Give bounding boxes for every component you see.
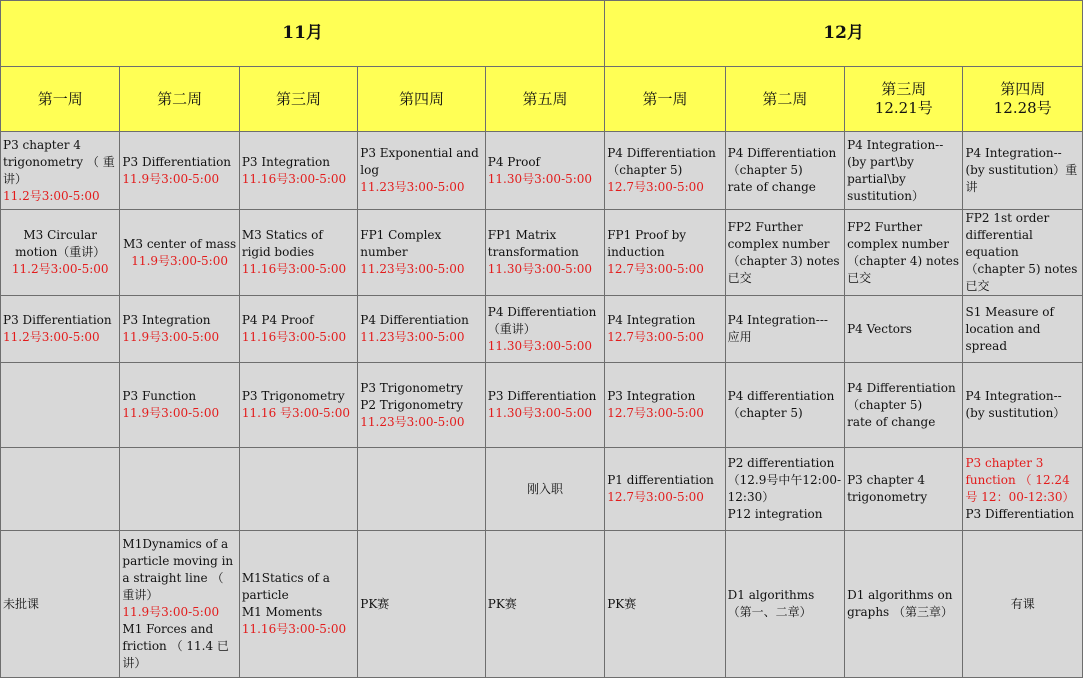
schedule-cell: [605, 531, 725, 678]
schedule-cell: [605, 363, 725, 448]
course-name: FP1 Complex number: [360, 228, 442, 259]
schedule-row: [1, 363, 1083, 448]
schedule-cell: [358, 363, 486, 448]
week-header-label: 第一周: [37, 89, 83, 108]
schedule-cell: [725, 132, 844, 210]
schedule-cell: [120, 132, 239, 210]
schedule-cell: [485, 363, 604, 448]
course-name: P4 Differentiation: [360, 313, 469, 327]
course-name: P4 Integration--(by part\by partial\by sustitution）: [847, 137, 944, 203]
class-time: 11.9号3:00-5:00: [122, 406, 220, 420]
course-name: P2 differentiation （12.9号中午12:00-12:30）: [727, 456, 842, 504]
course-name: D1 algorithms on graphs （第三章）: [847, 588, 954, 619]
schedule-cell: [485, 210, 604, 296]
course-name: P4 Differentiation（chapter 5): [727, 146, 837, 177]
schedule-cell: [963, 531, 1083, 678]
schedule-cell: [485, 132, 604, 210]
class-time: 11.23号3:00-5:00: [360, 414, 465, 429]
week-header-2: [239, 67, 357, 132]
class-time: 11.23号3:00-5:00: [360, 180, 465, 194]
schedule-row: [1, 531, 1083, 678]
schedule-cell: [725, 531, 844, 678]
schedule-cell: [845, 531, 963, 678]
class-time: 11.23号3:00-5:00: [360, 330, 465, 344]
week-header-label: 第三周: [276, 89, 322, 108]
course-name: D1 algorithms （第一、二章）: [727, 588, 815, 619]
course-name: P4 Differentiation （重讲）: [487, 304, 597, 336]
course-name: P3 Exponential and log: [360, 146, 479, 177]
schedule-cell: [239, 210, 357, 296]
week-header-8: [963, 67, 1083, 132]
course-name: P4 Vectors: [847, 321, 912, 336]
week-header-label: 第四周: [1000, 80, 1046, 98]
class-time: 11.16号3:00-5:00: [241, 330, 347, 344]
schedule-cell: [239, 132, 357, 210]
week-header-label: 第二周: [157, 89, 203, 108]
schedule-row: [1, 210, 1083, 296]
course-name: P3 chapter 4 trigonometry: [847, 473, 928, 504]
course-name: P3 Differentiation: [122, 154, 232, 169]
schedule-cell: [725, 296, 844, 363]
course-name: FP1 Matrix transformation: [487, 228, 579, 259]
week-header-row: [1, 67, 1083, 132]
course-name: P3 Differentiation: [965, 507, 1075, 521]
month-header-november: 11月: [1, 1, 605, 67]
course-name: 有课: [1010, 596, 1035, 611]
schedule-cell: [358, 448, 486, 531]
week-header-label: 12.28号: [993, 99, 1052, 117]
course-name: P4 Integration--(by sustitution）重讲: [965, 146, 1078, 194]
course-name: P4 differentiation （chapter 5): [727, 389, 835, 420]
week-header-4: [485, 67, 604, 132]
week-header-label: 第一周: [642, 89, 688, 108]
course-name: P3 Differentiation: [487, 389, 597, 403]
course-name: M3 Circular motion（重讲）: [15, 228, 106, 259]
class-time: 11.30号3:00-5:00: [487, 171, 593, 186]
week-header-label: 第四周: [399, 89, 445, 108]
course-name: P12 integration: [727, 507, 823, 521]
schedule-cell: [358, 210, 486, 296]
course-name: PK赛: [487, 596, 517, 611]
course-name: 未批课: [3, 596, 40, 611]
course-name: S1 Measure of location and spread: [965, 304, 1054, 353]
class-time: 11.16 号3:00-5:00: [241, 406, 350, 420]
schedule-cell: [239, 363, 357, 448]
schedule-cell: [845, 296, 963, 363]
class-time: 11.23号3:00-5:00: [360, 262, 465, 276]
class-time: 11.9号3:00-5:00: [122, 330, 220, 344]
course-name: P3 Differentiation: [3, 313, 112, 327]
course-name: M3 Statics of rigid bodies: [241, 228, 323, 259]
course-name: P1 differentiation: [607, 473, 714, 487]
schedule-row: [1, 132, 1083, 210]
schedule-cell: [120, 210, 239, 296]
class-time: 11.9号3:00-5:00: [122, 171, 220, 186]
schedule-cell: [605, 448, 725, 531]
schedule-cell: [605, 296, 725, 363]
class-time: 12.7号3:00-5:00: [607, 490, 704, 504]
course-name: M1 Moments: [241, 605, 323, 619]
week-header-label: 第五周: [522, 89, 568, 108]
course-name: P4 Differentiation（chapter 5): [607, 146, 716, 177]
class-time: 11.16号3:00-5:00: [241, 262, 347, 276]
schedule-cell: [845, 363, 963, 448]
schedule-cell: [485, 296, 604, 363]
course-name: M1Statics of a particle: [241, 571, 330, 602]
schedule-cell: [239, 296, 357, 363]
class-time: 12.7号3:00-5:00: [607, 406, 704, 420]
schedule-cell: [1, 531, 120, 678]
schedule-cell: [963, 210, 1083, 296]
week-header-label: 第二周: [762, 89, 808, 108]
course-name: FP2 Further complex number （chapter 3) notes已交: [727, 219, 840, 285]
schedule-cell: [845, 132, 963, 210]
schedule-cell: [1, 296, 120, 363]
schedule-cell: [120, 531, 239, 678]
week-header-0: [1, 67, 120, 132]
schedule-cell: [605, 210, 725, 296]
week-header-1: [120, 67, 239, 132]
class-time: 11.16号3:00-5:00: [241, 171, 347, 186]
schedule-cell: [358, 132, 486, 210]
class-time: 11.2号3:00-5:00: [3, 188, 100, 203]
course-name: rate of change: [847, 414, 936, 429]
course-name: FP2 1st order differential equation （chapter 5) notes已交: [965, 211, 1078, 293]
schedule-cell: [845, 448, 963, 531]
schedule-cell: [358, 531, 486, 678]
schedule-cell: [963, 132, 1083, 210]
class-time: P3 chapter 3 function （ 12.24 号 12：00-12:30）: [965, 456, 1075, 504]
schedule-cell: [1, 210, 120, 296]
schedule-cell: [1, 132, 120, 210]
course-name: P2 Trigonometry: [360, 397, 464, 412]
schedule-cell: [239, 448, 357, 531]
week-header-6: [725, 67, 844, 132]
month-header-december: 12月: [605, 1, 1083, 67]
class-time: 12.7号3:00-5:00: [607, 262, 704, 276]
class-time: 12.7号3:00-5:00: [607, 180, 704, 194]
schedule-cell: [963, 363, 1083, 448]
schedule-cell: [1, 363, 120, 448]
course-name: P3 Function: [122, 389, 197, 403]
schedule-cell: [120, 363, 239, 448]
schedule-cell: [725, 363, 844, 448]
course-name: P4 P4 Proof: [241, 313, 314, 327]
course-name: P3 Integration: [607, 389, 696, 403]
course-name: FP1 Proof by induction: [607, 228, 687, 259]
schedule-cell: [120, 448, 239, 531]
course-name: P3 chapter 4 trigonometry （ 重讲）: [3, 137, 115, 186]
course-name: M1Dynamics of a particle moving in a straight line （ 重讲）: [122, 537, 234, 602]
course-name: 刚入职: [526, 481, 563, 496]
class-time: 11.2号3:00-5:00: [3, 330, 100, 344]
schedule-cell: [845, 210, 963, 296]
class-time: 11.9号3:00-5:00: [131, 253, 228, 268]
course-name: P3 Integration: [122, 313, 211, 327]
schedule-cell: [485, 531, 604, 678]
schedule-row: [1, 296, 1083, 363]
course-name: M3 center of mass: [123, 236, 237, 251]
course-name: M1 Forces and friction （ 11.4 已讲）: [122, 622, 229, 670]
schedule-cell: [963, 296, 1083, 363]
class-time: 11.16号3:00-5:00: [241, 622, 347, 636]
week-header-label: 第三周: [881, 80, 927, 98]
schedule-cell: [1, 448, 120, 531]
course-name: P3 Integration: [241, 154, 330, 169]
course-name: P4 Integration--(by sustitution）: [965, 389, 1066, 420]
month-header-row: [1, 1, 1083, 67]
schedule-cell: [120, 296, 239, 363]
class-time: 11.9号3:00-5:00: [122, 605, 220, 619]
class-time: 11.30号3:00-5:00: [487, 406, 593, 420]
course-name: PK赛: [607, 596, 637, 611]
week-header-7: [845, 67, 963, 132]
week-header-3: [358, 67, 486, 132]
week-header-label: 12.21号: [874, 99, 933, 117]
week-header-5: [605, 67, 725, 132]
course-name: P4 Differentiation（chapter 5): [847, 380, 956, 412]
schedule-row: [1, 448, 1083, 531]
schedule-cell: [725, 448, 844, 531]
schedule-cell: [485, 448, 604, 531]
class-time: 12.7号3:00-5:00: [607, 330, 704, 344]
course-name: P4 Proof: [487, 154, 540, 169]
course-name: P4 Integration--- 应用: [727, 313, 828, 344]
schedule-cell: [725, 210, 844, 296]
course-name: FP2 Further complex number （chapter 4) notes已交: [847, 219, 960, 285]
schedule-cell: [239, 531, 357, 678]
course-name: PK赛: [360, 596, 390, 611]
class-time: 11.30号3:00-5:00: [487, 338, 593, 353]
class-time: 11.2号3:00-5:00: [11, 262, 109, 276]
schedule-cell: [358, 296, 486, 363]
schedule-cell: [963, 448, 1083, 531]
course-name: rate of change: [727, 180, 816, 194]
course-name: P3 Trigonometry: [360, 380, 464, 395]
course-name: P3 Trigonometry: [241, 389, 345, 403]
class-time: 11.30号3:00-5:00: [487, 262, 593, 276]
schedule-cell: [605, 132, 725, 210]
course-name: P4 Integration: [607, 313, 696, 327]
